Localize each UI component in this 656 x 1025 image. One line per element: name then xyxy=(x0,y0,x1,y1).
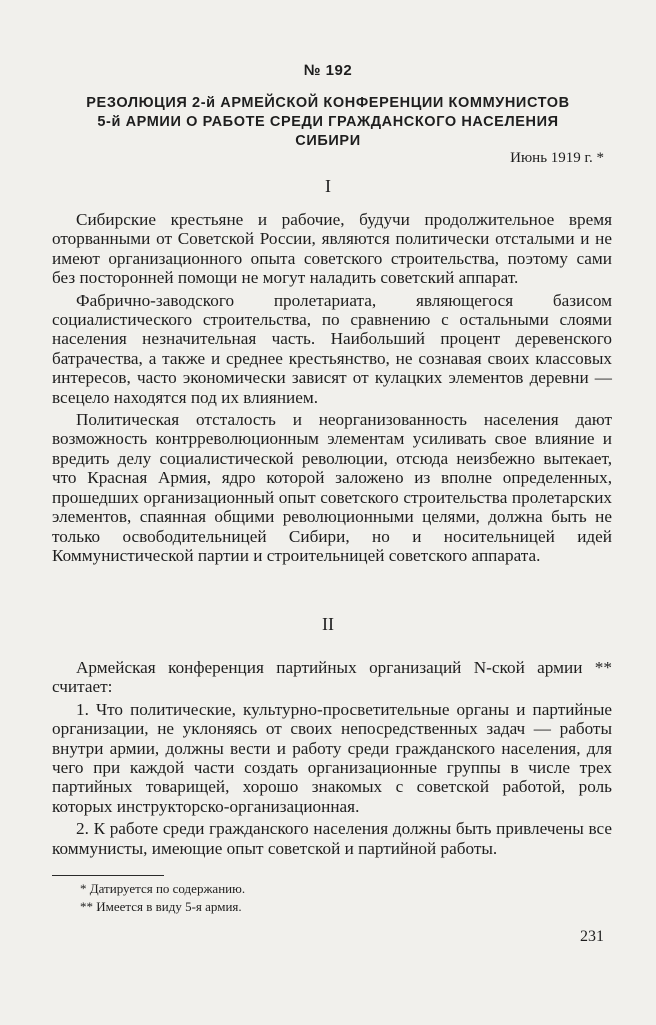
footnotes xyxy=(80,880,245,916)
footnote-divider xyxy=(52,875,164,876)
page-number: 231 xyxy=(580,928,604,945)
document-number: № 192 xyxy=(303,62,353,79)
section-heading-2: II xyxy=(322,614,334,634)
section-2-body xyxy=(52,658,612,861)
paragraph: Сибирские крестьяне и рабочие, будучи продолжительное время оторванными от Советской России, являются политически отсталыми и не имеют организационного опыта советского строительства, поэтому сами без посторонней помощи не могут наладить советский аппарат. xyxy=(52,210,612,288)
title-line: 5-й АРМИИ О РАБОТЕ СРЕДИ ГРАЖДАНСКОГО НАСЕЛЕНИЯ xyxy=(97,114,559,130)
paragraph: Армейская конференция партийных организаций N-ской армии ** считает: xyxy=(52,658,612,697)
footnote: * Датируется по содержанию. xyxy=(80,881,246,896)
paragraph: Фабрично-заводского пролетариата, являющегося базисом социалистического строительства, по сравнению с остальными слоями населения незначительная часть. Наибольший процент деревенского батрачества, а также и среднее крестьянство, не сознавая своих классовых интересов, часто экономически зависят от кулацких элементов деревни — всецело находятся под их влиянием. xyxy=(52,290,612,407)
section-heading-1: I xyxy=(325,176,331,196)
title-line: СИБИРИ xyxy=(295,133,361,149)
paragraph: 2. К работе среди гражданского населения должны быть привлечены все коммунисты, имеющие опыт советской и партийной работы. xyxy=(52,819,612,858)
paragraph: 1. Что политические, культурно-просветительные органы и партийные организации, не уклоняясь от своих непосредственных задач — работы внутри армии, должны вести и работу среди гражданского населения, для чего при каждой части создать организационные группы в числе трех партийных товарищей, хорошо знакомых с советской работой, роль которых инструкторско-организационная. xyxy=(52,699,612,816)
section-1-body xyxy=(52,210,612,568)
footnote: ** Имеется в виду 5-я армия. xyxy=(80,899,242,914)
document-date: Июнь 1919 г. * xyxy=(510,150,604,166)
paragraph: Политическая отсталость и неорганизованность населения дают возможность контрреволюционным элементам усиливать свое влияние и вредить делу социалистической революции, отсюда неизбежно вытекает, что Красная Армия, ядро которой заложено из вполне определенных, прошедших организационный опыт советского строительства пролетарских элементов, спаянная общими революционными целями, должна быть не только освободительницей Сибири, но и носительницей идей Коммунистической партии и строительницей советского аппарата. xyxy=(52,410,612,565)
title-line: РЕЗОЛЮЦИЯ 2-й АРМЕЙСКОЙ КОНФЕРЕНЦИИ КОММУНИСТОВ xyxy=(86,95,570,111)
document-title xyxy=(40,94,616,151)
